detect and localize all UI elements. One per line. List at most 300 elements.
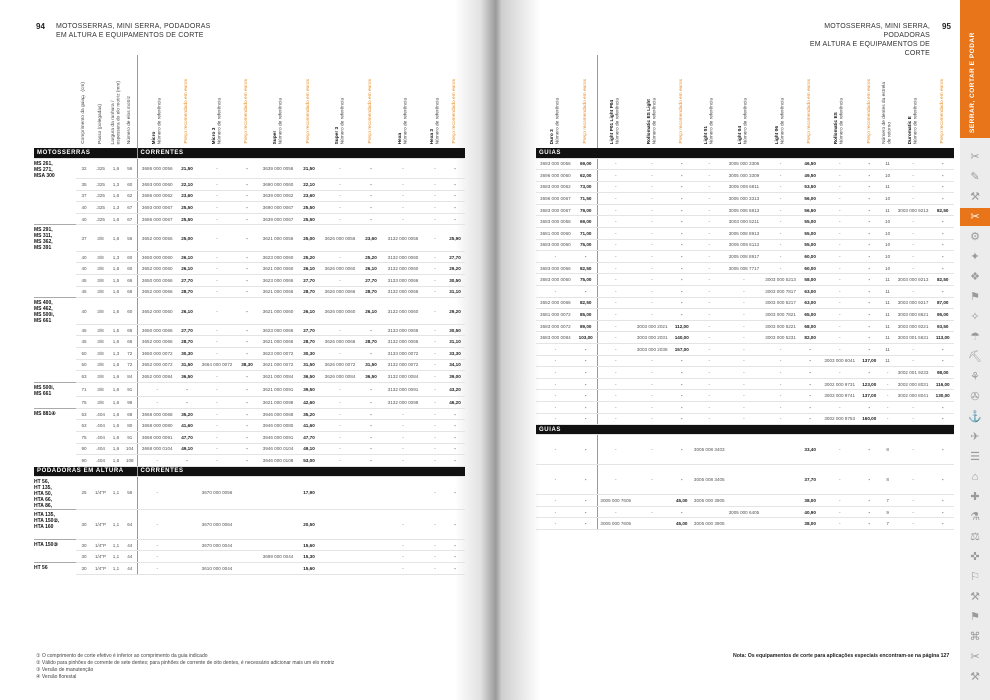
category-icon[interactable]: ⚓ (968, 411, 982, 423)
table-cell: 10 (880, 170, 894, 182)
table-cell: - (895, 355, 932, 367)
column-header-label: Preço recomendado em euros (582, 79, 588, 144)
category-icon[interactable]: ✈ (970, 431, 980, 443)
price-cell (237, 551, 257, 563)
column-header-label: Micro Número de referência (151, 97, 163, 144)
price-cell: 69,00 (575, 158, 597, 170)
table-cell: - (536, 344, 575, 356)
table-cell: 3003 000 9213 (895, 204, 932, 216)
price-cell: - (931, 239, 954, 251)
price-cell: - (671, 401, 693, 413)
price-cell: - (361, 202, 381, 214)
table-cell: - (895, 413, 932, 425)
table-cell: 1,6 (109, 455, 123, 467)
table-cell: 3681 000 0060 (536, 228, 575, 240)
model-name (34, 286, 76, 298)
table-cell: 3/8 (92, 397, 109, 409)
table-cell: 10 (880, 239, 894, 251)
table-cell: - (726, 274, 763, 286)
price-cell: - (237, 286, 257, 298)
table-row (34, 263, 465, 275)
price-cell: 85,00 (575, 309, 597, 321)
table-cell: 45 (76, 275, 92, 287)
price-cell: 49,50 (799, 170, 821, 182)
price-cell: - (931, 355, 954, 367)
table-cell: - (821, 320, 858, 332)
table-cell: - (726, 401, 763, 413)
table-cell: 3003 000 2038 (634, 344, 671, 356)
table-cell: 3683 000 0066 (536, 262, 575, 274)
table-cell: 3/8 (92, 336, 109, 348)
column-header (536, 55, 575, 148)
table-cell: - (425, 225, 445, 252)
table-cell: - (197, 336, 237, 348)
table-cell: - (197, 455, 237, 467)
price-cell: - (931, 465, 954, 495)
table-cell: 3626 000 0060 (319, 298, 361, 325)
table-cell: - (693, 274, 726, 286)
section-title: PODADORAS EM ALTURA (34, 466, 137, 476)
table-cell: 3005 000 7605 (597, 518, 634, 530)
column-header-label: Super Número de referência (272, 97, 283, 144)
table-cell: 63 (76, 371, 92, 383)
price-cell: - (237, 455, 257, 467)
table-cell: 3003 000 5211 (726, 216, 763, 228)
column-header (634, 55, 671, 148)
table-cell: 3132 000 0084 (381, 371, 425, 383)
price-cell: 23,60 (177, 190, 197, 202)
price-cell: - (858, 170, 880, 182)
table-cell: 98 (123, 397, 137, 409)
table-cell: - (597, 435, 634, 465)
table-cell: - (895, 193, 932, 205)
table-row (536, 518, 954, 530)
price-cell: 28,70 (177, 286, 197, 298)
price-cell: - (931, 170, 954, 182)
category-icon[interactable]: ⚐ (970, 571, 980, 583)
column-header (197, 55, 237, 148)
column-header (109, 55, 123, 148)
table-cell: 3946 000 0108 (257, 455, 299, 467)
table-cell: - (762, 239, 799, 251)
table-cell: 3003 000 2021 (634, 320, 671, 332)
table-cell: - (381, 432, 425, 444)
price-cell: - (931, 413, 954, 425)
table-cell: 10 (880, 251, 894, 263)
category-icon[interactable]: ⚒ (970, 191, 980, 203)
table-cell: 3670 000 0044 (197, 539, 237, 551)
table-cell: 11 (880, 320, 894, 332)
price-cell: 26,10 (177, 298, 197, 325)
table-cell: 11 (880, 286, 894, 298)
table-cell: - (762, 367, 799, 379)
price-cell: - (575, 286, 597, 298)
price-cell: - (445, 443, 465, 455)
table-row (536, 251, 954, 263)
table-cell: - (821, 251, 858, 263)
table-row (536, 204, 954, 216)
series-name: Hexa 3 (429, 128, 435, 144)
table-row (536, 158, 954, 170)
price-cell: - (237, 336, 257, 348)
section-subtitle: CORRENTES (137, 466, 465, 476)
table-cell: - (634, 297, 671, 309)
table-cell: - (634, 401, 671, 413)
price-cell: - (575, 465, 597, 495)
price-cell: 35,20 (299, 408, 319, 420)
table-cell: 35 (76, 179, 92, 191)
price-cell: - (361, 179, 381, 191)
table-cell: 3/8 (92, 251, 109, 263)
price-cell: - (237, 213, 257, 225)
table-cell: .404 (92, 443, 109, 455)
table-cell: - (425, 455, 445, 467)
category-icon[interactable]: ⚑ (970, 291, 980, 303)
price-cell: - (931, 518, 954, 530)
category-icon[interactable]: ⛏ (968, 351, 982, 363)
table-cell: 60 (123, 251, 137, 263)
table-cell: - (634, 274, 671, 286)
table-cell: - (137, 397, 177, 409)
category-icon[interactable]: ✎ (970, 171, 980, 183)
table-cell: 3132 000 0066 (381, 336, 425, 348)
table-cell: 3/8 (92, 286, 109, 298)
table-cell: - (895, 262, 932, 274)
table-cell: 1,6 (109, 432, 123, 444)
table-cell: 3002 000 8041 (895, 390, 932, 402)
table-cell: 3650 000 0072 (137, 347, 177, 359)
price-cell: - (671, 367, 693, 379)
table-cell: - (895, 158, 932, 170)
price-cell: 25,90 (445, 225, 465, 252)
table-cell: 3621 000 0072 (257, 359, 299, 371)
table-cell: 44 (123, 562, 137, 574)
category-icon[interactable]: ⌘ (969, 631, 981, 643)
table-cell: - (319, 158, 361, 179)
column-header (381, 55, 425, 148)
price-cell: - (445, 158, 465, 179)
table-cell: 3639 000 0067 (257, 213, 299, 225)
column-header-label: Preço recomendado em euros (184, 79, 190, 144)
category-icon[interactable]: ✚ (970, 491, 980, 503)
category-icon[interactable]: ⚑ (970, 611, 980, 623)
table-cell: 37 (76, 225, 92, 252)
table-cell: - (597, 413, 634, 425)
table-cell: 7 (880, 518, 894, 530)
table-row (536, 274, 954, 286)
price-cell: - (361, 213, 381, 225)
price-cell: - (445, 432, 465, 444)
table-cell (319, 539, 361, 551)
price-cell: 35,20 (177, 408, 197, 420)
series-name: Light 04 (738, 125, 744, 144)
price-cell: - (858, 216, 880, 228)
price-cell: - (237, 298, 257, 325)
price-cell: - (445, 179, 465, 191)
table-cell: 71 (76, 382, 92, 397)
price-cell: - (361, 443, 381, 455)
table-cell: 3690 000 0060 (257, 179, 299, 191)
table-cell: 10 (880, 193, 894, 205)
category-icon[interactable]: ✜ (970, 551, 980, 563)
price-cell: - (237, 324, 257, 336)
table-cell: 3005 000 3309 (726, 170, 763, 182)
table-cell: 3132 000 0098 (381, 397, 425, 409)
price-cell: - (445, 213, 465, 225)
price-cell: 28,70 (177, 336, 197, 348)
price-cell: 15,60 (299, 562, 319, 574)
category-icon[interactable]: ✇ (970, 391, 980, 403)
price-cell (237, 562, 257, 574)
table-cell: 3623 000 0072 (257, 347, 299, 359)
column-header-label: Duro 3 Número de referência (549, 97, 561, 144)
price-cell: - (931, 193, 954, 205)
price-cell (177, 539, 197, 551)
table-cell: - (880, 378, 894, 390)
table-cell: - (821, 344, 858, 356)
table-cell: 3005 008 6811 (726, 181, 763, 193)
table-cell: - (634, 193, 671, 205)
column-header (361, 55, 381, 148)
table-cell: - (425, 213, 445, 225)
table-cell: 30 (76, 551, 92, 563)
price-cell: - (858, 320, 880, 332)
table-cell: 3/8 (92, 324, 109, 336)
table-cell: - (880, 367, 894, 379)
price-cell: 23,60 (299, 190, 319, 202)
table-cell: 3/8 (92, 275, 109, 287)
column-header (76, 55, 92, 148)
column-header-label: Preço recomendado em euros (678, 79, 684, 144)
series-name: Duromatic E (907, 115, 913, 144)
table-cell: 3621 000 0091 (257, 382, 299, 397)
table-cell: - (381, 179, 425, 191)
section-title: GUIAS (536, 148, 954, 158)
column-header (425, 55, 445, 148)
category-icon[interactable]: ☂ (970, 331, 980, 343)
price-cell: 22,10 (177, 179, 197, 191)
price-cell: - (575, 251, 597, 263)
model-name: HTA 135, HTA 150②, HTA 160 (34, 509, 76, 539)
table-cell: - (597, 286, 634, 298)
table-cell (762, 495, 799, 507)
table-cell: - (425, 158, 445, 179)
table-cell: - (597, 170, 634, 182)
table-cell: 3683 000 0072 (536, 320, 575, 332)
table-cell: 3683 000 0056 (536, 158, 575, 170)
table-cell: - (137, 539, 177, 551)
model-name (34, 347, 76, 359)
price-cell: - (575, 390, 597, 402)
table-cell: 8 (880, 435, 894, 465)
table-cell: 3005 008 7717 (726, 262, 763, 274)
table-cell: 1,6 (109, 213, 123, 225)
table-cell: 3639 000 0062 (257, 190, 299, 202)
table-cell (634, 518, 671, 530)
model-name (34, 420, 76, 432)
table-cell: - (197, 158, 237, 179)
category-icon[interactable]: ⚒ (970, 591, 980, 603)
table-row (536, 344, 954, 356)
table-cell: - (726, 332, 763, 344)
table-cell: .404 (92, 432, 109, 444)
table-row (34, 158, 465, 179)
category-icon[interactable]: ⌂ (971, 471, 979, 483)
price-cell: 30,30 (299, 347, 319, 359)
table-cell: 1,6 (109, 397, 123, 409)
column-header-label: Duromatic E Número de referência (907, 97, 919, 144)
price-cell: 140,00 (671, 332, 693, 344)
table-cell: - (319, 190, 361, 202)
category-icon[interactable]: ⚙ (970, 231, 980, 243)
category-icon[interactable]: ⚒ (970, 671, 980, 683)
table-row (34, 509, 465, 539)
table-cell: - (762, 181, 799, 193)
table-cell (319, 562, 361, 574)
table-cell: - (137, 551, 177, 563)
category-icon[interactable]: ⚗ (970, 511, 980, 523)
price-cell: 31,50 (177, 359, 197, 371)
price-cell: 47,70 (177, 432, 197, 444)
table-cell: - (197, 213, 237, 225)
table-cell: 3668 000 0104 (137, 443, 177, 455)
price-cell: 49,10 (299, 443, 319, 455)
category-icon[interactable]: ❖ (970, 271, 980, 283)
table-cell: - (693, 158, 726, 170)
series-name: Hexa (397, 132, 403, 144)
table-row (34, 562, 465, 574)
price-cell: 28,70 (299, 336, 319, 348)
table-cell: - (895, 216, 932, 228)
price-cell: - (671, 390, 693, 402)
table-cell: 1,6 (109, 286, 123, 298)
price-cell: - (445, 202, 465, 214)
price-cell: 34,10 (445, 359, 465, 371)
table-cell: 66 (123, 286, 137, 298)
table-cell: 66 (123, 324, 137, 336)
price-cell: 58,00 (799, 274, 821, 286)
table-cell: 3686 000 0056 (137, 158, 177, 179)
category-icon[interactable]: ✦ (970, 251, 980, 263)
category-icon[interactable]: ⚖ (970, 531, 980, 543)
price-cell: - (931, 344, 954, 356)
price-cell: 75,00 (575, 274, 597, 286)
table-cell: - (895, 239, 932, 251)
table-cell: - (634, 378, 671, 390)
table-cell: - (597, 297, 634, 309)
series-name: Super 3 (334, 126, 340, 144)
price-cell: 55,00 (799, 228, 821, 240)
model-name (34, 324, 76, 336)
category-icon[interactable]: ☰ (970, 451, 980, 463)
price-cell: - (858, 367, 880, 379)
table-cell: - (197, 432, 237, 444)
price-cell: - (177, 455, 197, 467)
price-cell (237, 539, 257, 551)
price-cell: - (931, 286, 954, 298)
table-cell: 3623 000 0066 (257, 324, 299, 336)
table-row (536, 435, 954, 465)
table-cell: 3/8 (92, 298, 109, 325)
price-cell: - (237, 397, 257, 409)
table-cell: - (597, 309, 634, 321)
table-cell: 1,6 (109, 298, 123, 325)
section-tab-active[interactable] (960, 0, 990, 138)
section-title: MOTOSSERRAS (34, 148, 137, 158)
series-name: Duro 3 (549, 128, 555, 144)
table-cell: 3693 000 0060 (137, 179, 177, 191)
table-cell: - (895, 506, 932, 518)
table-cell: - (597, 216, 634, 228)
table-cell: 3005 008 8913 (726, 228, 763, 240)
column-header (137, 55, 177, 148)
model-name (34, 359, 76, 371)
table-cell: .325 (92, 179, 109, 191)
table-cell: 3003 000 8621 (895, 309, 932, 321)
column-header (693, 55, 726, 148)
page-number-left: 94 (36, 22, 45, 31)
price-cell: 157,00 (671, 344, 693, 356)
table-cell: 11 (880, 158, 894, 170)
series-name: Light P01 Light P04 (610, 99, 616, 144)
price-cell: 27,70 (361, 275, 381, 287)
price-cell: - (361, 324, 381, 336)
table-cell: - (137, 562, 177, 574)
price-cell: - (575, 355, 597, 367)
table-cell: - (895, 435, 932, 465)
table-cell: - (597, 251, 634, 263)
footnote: ④ Versão florestal (36, 674, 77, 680)
price-cell: 95,00 (931, 309, 954, 321)
table-cell: 32 (76, 158, 92, 179)
table-cell: - (821, 465, 858, 495)
table-cell: - (693, 251, 726, 263)
column-header-label: Preço recomendado em euros (807, 79, 813, 144)
column-header (237, 55, 257, 148)
table-cell: 3696 000 0067 (536, 193, 575, 205)
table-cell: 3664 000 0072 (197, 359, 237, 371)
category-icon[interactable]: ✂ (970, 651, 980, 663)
table-cell: 3003 000 9741 (821, 390, 858, 402)
category-icon[interactable]: ✧ (970, 311, 980, 323)
column-header (597, 55, 634, 148)
price-cell: - (931, 158, 954, 170)
category-icon[interactable]: ✂ (970, 151, 980, 163)
table-row (536, 262, 954, 274)
footnote: ① O comprimento de corte efetivo é inferior ao comprimento da guia indicado (36, 653, 208, 659)
price-cell: 73,00 (575, 181, 597, 193)
table-cell: - (319, 432, 361, 444)
table-cell: - (693, 262, 726, 274)
table-cell: - (821, 518, 858, 530)
column-header-label: Light P01 Light P04 Número de referência (610, 97, 621, 144)
price-cell: - (445, 420, 465, 432)
table-cell: 11 (880, 309, 894, 321)
category-icon[interactable]: ✂ (960, 208, 990, 226)
column-header (299, 55, 319, 148)
price-cell: - (671, 378, 693, 390)
table-cell: 3668 000 0080 (137, 420, 177, 432)
price-cell: - (361, 397, 381, 409)
price-cell: 82,50 (931, 204, 954, 216)
category-icon[interactable]: ⚘ (970, 371, 980, 383)
price-cell: - (361, 432, 381, 444)
price-cell (361, 509, 381, 539)
table-cell: - (693, 320, 726, 332)
table-cell: 67 (123, 202, 137, 214)
price-cell: - (671, 181, 693, 193)
price-cell: - (671, 193, 693, 205)
